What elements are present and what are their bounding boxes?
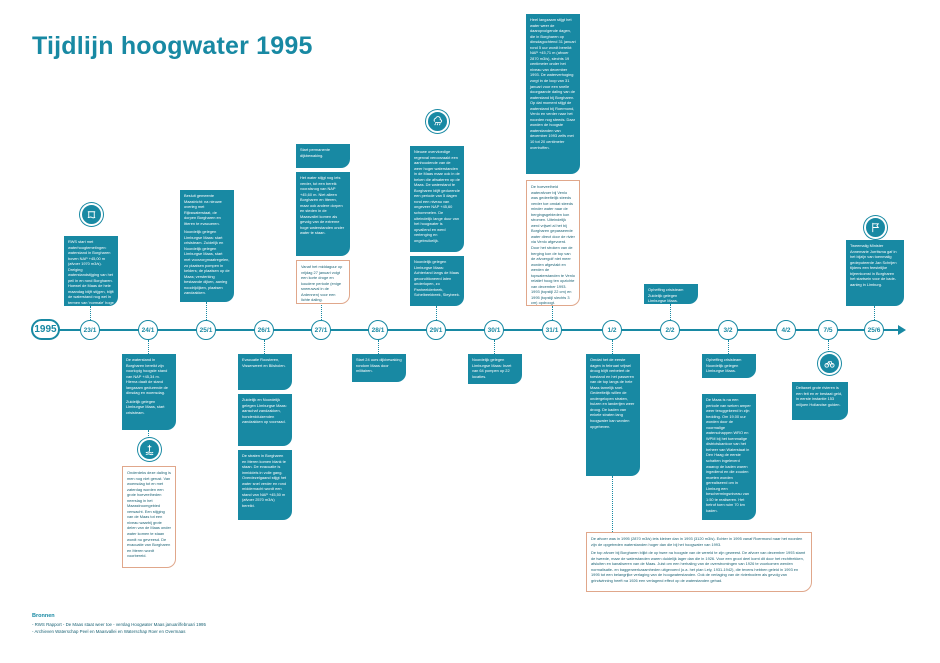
card-25-1: Besluit gemeente Maastricht: na nieuwe overleg met Rijkswaterstaat, de dorpen Borgharen en Itteren te evacueren. Noordelijk gelegen Limburgse Maas: start crisisteam. Zuidelijk en Noordelijk gelegen Limburgse Maas, start met voorzorgmaatregelen, zo plaatsen pompen in kelders; de plaatsen op de Maas; versterking bestaande dijken, aanleg noodrijdijken, plaatsen zandzakken. [180, 190, 234, 302]
date-node-25-6: 25/6 [864, 320, 884, 340]
date-node-24-1: 24/1 [138, 320, 158, 340]
date-node-2-2: 2/2 [660, 320, 680, 340]
flag-icon [864, 216, 887, 239]
date-node-29-1: 29/1 [426, 320, 446, 340]
card-27-1-dike-watch: Start permanente dijkbewaking. [296, 144, 350, 168]
water-level-icon [138, 438, 161, 461]
card-26-1-evacuation: Evacuatie Roosteren, Visserweert en Bilsholen. [238, 354, 292, 390]
card-24-1-crisis: De waterstand in Borgharen bereikt zijn voorlopig hoogste stand van NAP +45,34 m. Hierna daalt de stand langzaam gedurende de dinsdag en woensdag. Zuidelijk gelegen Limburgse Maas, start crisisteam. [122, 354, 176, 430]
card-29-1-rainfall: Nieuwe overvloedige regenval veroorzaakt een aanhoudende van de weer hoger waterstanden in de Maas maar ook in de beken die afwateren op de Maas. De waterstand te Borgharen blijft gedurende een periode van 5 dagen rond een niveau van ongeveer NAP +45,60 schommelen. De uiteindelijk lange duur van het hoogwater is opvallend en werd verlenging en ongebruikelijk. [410, 146, 464, 252]
card-3-2-crisis-end: Opheffing crisisteam Noordelijk gelegen Limburgse Maas. [702, 354, 756, 378]
connector [728, 340, 729, 354]
source-item: - Archieven Waterschap Peel en Maasvallei en Waterschap Roer en Overmaas [32, 628, 186, 634]
connector [494, 340, 495, 354]
card-2-2: Opheffing crisisteam Zuidelijk gelegen Limburgse Maas. [644, 284, 698, 304]
card-23-1: RWS start met waterhoogtemetingen: waterstand in Borgharen boven NAP +45,00 m (afvoer 1970 m3/s). Dreiging waterstandstijging van het peil in en rond Borgharen. Hoewel de Maas de hele maandag blijft stijgen, blijft de waterstand nog wel in termen van 'normale' hoge waterstanden. [64, 236, 118, 306]
connector [206, 302, 207, 320]
date-node-28-1: 28/1 [368, 320, 388, 340]
summary-card: De afvoer was in 1995 (2870 m3/s) iets kleiner dan in 1993 (3120 m3/s). Echter in 1995 vanaf Roermond naar het noorden zijn de opgetreden waterstanden hoger dan die bij het hoogwater van 1993. De top afvoer bij Borgharen blijkt de op twee na hoogste van de wereld te zijn geweest. De afvoer van december 1993 stamt de tweede, maar de waterstanden waren duidelijk lager dan die in 1926. Voor een groot deel komt dit door het rechttrekken, afsluiten en kanaliseren van de Maas. Juist om een herhaling van de overstromingen van 1926 te voorkomen werden normalisatie- en baggerwerkzaamheden uitgevoerd (o.a. het plan Lely, 1931-1942), die tevens hebben geleid in 1993 en 1995 tot een belangrijke verlaging van de hoogwaterstanden. Ook de verlaging van de rivierbodem als gevolg van grindwinning heeft na 1926 een verlagend effect op de waterstanden gehad. [586, 532, 812, 592]
timeline-arrow [898, 325, 906, 335]
date-node-26-1: 26/1 [254, 320, 274, 340]
date-node-3-2: 3/2 [718, 320, 738, 340]
card-26-1-streets: De straten in Borgharen en Itteren komen blank te staan. De evacuatie is inmiddels in volle gang. Overdezelgaand stijgt het water snel verder en rond middernacht wordt een stand van NAP +45,50 m (afvoer 2570 m3/s) bereikt. [238, 450, 292, 520]
connector [874, 306, 875, 320]
card-30-1: Noordelijk gelegen Limburgse Maas: Inzet van 64 pompen op 22 locaties. [468, 354, 522, 384]
timeline-axis [54, 329, 901, 331]
date-node-25-1: 25/1 [196, 320, 216, 340]
card-26-1-sandbags: Zuidelijk en Noordelijk gelegen Limburgse Maas: aanschaf zandzakken, honderdduizenden zandzakken op voorraad. [238, 394, 292, 446]
date-node-23-1: 23/1 [80, 320, 100, 340]
connector [670, 304, 671, 320]
card-3-2-levees: De Maas is na een periode van weken amper weer teruggekeerd in zijn bedding. Om 19.00 uur worden door de voormalige waterschappen WRO en WPM bij het toenmalige districtskantoor van het beheer van Waterstaat in Den Haag de eerste schatten ingeleverd waarop de kaden waren ingediend en die zouden moeten worden gerealiseerd om in Limburg een beschermingsniveau van 1:50 te realiseren. Het betrof toen ruim 70 km kaden. [702, 394, 756, 520]
card-27-1-dry-period: Vanaf het middaguur op vrijdag 27 januari volgt een korte droge en koudere periode (enige sneeuwval in de Ardennen) voor een lichte daling. [296, 260, 350, 304]
connector [148, 340, 149, 354]
date-node-31-1: 31/1 [542, 320, 562, 340]
date-node-30-1: 30/1 [484, 320, 504, 340]
connector [612, 340, 613, 354]
card-7-5: Deltawet grote rivieren is een feit en er bestaat geld, in eerste instantie 153 miljoen Hollandse gulden. [792, 382, 848, 420]
connector [436, 306, 437, 320]
connector [612, 476, 613, 532]
water-gauge-icon [80, 203, 103, 226]
card-31-1-venlo: De hoeveelheid waterafvoer bij Venlo was gedeeltelijk steeds verder toe omdat steeds minder water naar de bergingsgebieden kon stromen. Uiteindelijk werd vrijwel al het bij Borgharen gepasseerde water direct door de rivier via Venlo afgevoerd. Door het stroken van de berging kon de top van de afvoergolf niet meer worden afgevlakt en werden de topwaterstanden te Venlo relatief hoog ten opzichte van december 1993. 1993 (topstijl 22 cm) en 1995 (topstijl slechts 3 cm) opdroogt. [526, 180, 580, 306]
card-31-1-peak: Heel langzaam stijgt het water weer de daaropvolgende dagen, die in Borgharen op dinsdagochtend 31 januari rond 5 uur wordt bereikt: NAP +45,71 m (afvoer 2870 m3/s), slechts 19 centimeter onder het niveau van december 1993. De waterverhoging zorgt in de loop van 31 januari voor een snelle doorgaande daling van de waterstand bij Borgharen. Op dat moment stijgt de waterstand bij Roermond, Venlo en verder naar het noorden nog steeds. Daar worden de hoogste waterstanden van december 1993 zelfs met 10 tot 20 centimeter overtroffen. [526, 14, 580, 174]
year-badge: 1995 [31, 319, 60, 340]
card-29-1-hinterland: Noordelijk gelegen Limburgse Maas: Achterland langs de Maas geconditioneerd laten onderlopen, zo Panheelderbeek, Schelbeekbeek, Sleybeek. [410, 256, 464, 306]
date-node-4-2: 4/2 [776, 320, 796, 340]
sources-section [32, 612, 432, 635]
date-node-27-1: 27/1 [311, 320, 331, 340]
card-25-6: Tweemalig Minister Annemarie Jorritsma gaf in het bijzijn van toenmalig gedeputeerde Jan Schrijen tijdens een feestelijke bijeenkomst in Borgharen het startsein voor de kade-aanleg in Limburg. [846, 240, 904, 306]
card-27-1-water-rise: Het water stijgt nog iets verder, tot een bereik vooralsnog van NAP +45,60 m. Niet alleen Borgharen en Itteren, maar ook andere dorpen en steden in de Maasvallei komen als gevolg van de extreme hoge waterstanden onder water te staan. [296, 172, 350, 256]
rain-cloud-icon [426, 110, 449, 133]
sources-title: Bronnen [32, 613, 55, 619]
source-item: - RWS Rapport - De Maas staat weer toe - verslag Hoogwater Maas januari/februari 1995 [32, 622, 206, 628]
card-1-2: Omdat het de eerste dagen in februari vrijwel droog blijft verbetert de toestand en het passeren van de top langs de hele Maas tamelijk snel. Gedeeltelijk willen de ondergelopen straten, huizen en landerijen weer droog. De kaden van enkele straten lang hoogwater kan worden opgeheven. [586, 354, 640, 476]
connector [552, 306, 553, 320]
card-28-1: Start 24 uurs dijkbewaking rondom Maas door militairen. [352, 354, 406, 382]
bicycle-icon [818, 352, 841, 375]
date-node-1-2: 1/2 [602, 320, 622, 340]
connector [378, 340, 379, 354]
card-24-1-forecast: Onderdeks deze daling is men nog niet gerust. Van woensdag tot en met zaterdag worden een grote hoeveelheden neerslag in het Maasstroomgebied verwacht. Een stijging van de Maas tot een niveau waarbij grote delen van de Maas onder water komen te staan wordt nu gevreesd. De evacuatie van Borgharen en Itteren wordt voorbereid. [122, 466, 176, 568]
date-node-7-5: 7/5 [818, 320, 838, 340]
connector [264, 340, 265, 354]
page-title: Tijdlijn hoogwater 1995 [32, 32, 313, 60]
